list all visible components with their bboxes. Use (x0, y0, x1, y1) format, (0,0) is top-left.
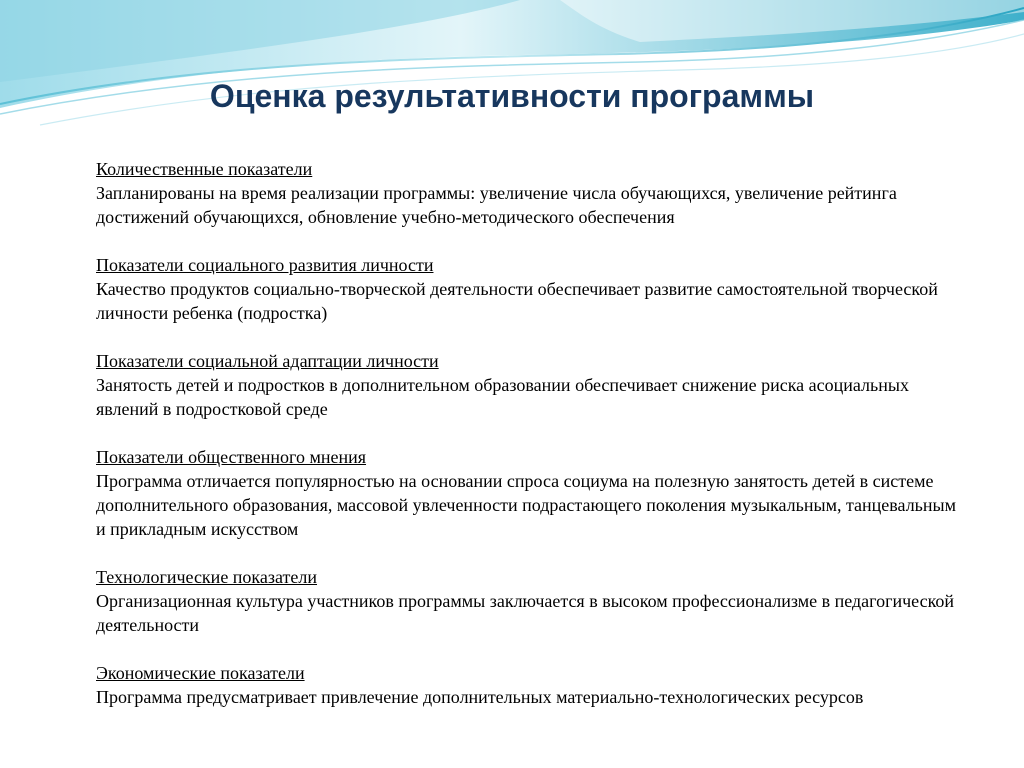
section-heading: Технологические показатели (96, 567, 318, 587)
section-economic (96, 661, 956, 709)
section-text: Организационная культура участников программы заключается в высоком профессионализме в педагогической деятельности (96, 591, 955, 635)
section-heading: Экономические показатели (96, 663, 305, 683)
section-quantitative (96, 157, 956, 229)
section-public-opinion (96, 445, 956, 541)
section-heading: Количественные показатели (96, 159, 313, 179)
section-social-adaptation (96, 349, 956, 421)
section-heading: Показатели общественного мнения (96, 447, 367, 467)
section-text: Программа отличается популярностью на основании спроса социума на полезную занятость детей в системе дополнительного образования, массовой увлеченности подрастающего поколения музыкальным, танцевальным и прикладным искусством (96, 471, 957, 539)
section-heading: Показатели социального развития личности (96, 255, 434, 275)
slide-title: Оценка результативности программы (209, 78, 815, 114)
header-wave-decoration (0, 0, 1024, 140)
section-heading: Показатели социальной адаптации личности (96, 351, 439, 371)
section-text: Качество продуктов социально-творческой деятельности обеспечивает развитие самостоятельной творческой личности ребенка (подростка) (96, 279, 938, 323)
section-social-development (96, 253, 956, 325)
section-technological (96, 565, 956, 637)
section-text: Программа предусматривает привлечение дополнительных материально-технологических ресурсов (96, 687, 864, 707)
section-text: Занятость детей и подростков в дополнительном образовании обеспечивает снижение риска асоциальных явлений в подростковой среде (96, 375, 909, 419)
section-text: Запланированы на время реализации программы: увеличение числа обучающихся, увеличение рейтинга достижений обучающихся, обновление учебно-методического обеспечения (96, 183, 897, 227)
content-body (96, 157, 956, 733)
